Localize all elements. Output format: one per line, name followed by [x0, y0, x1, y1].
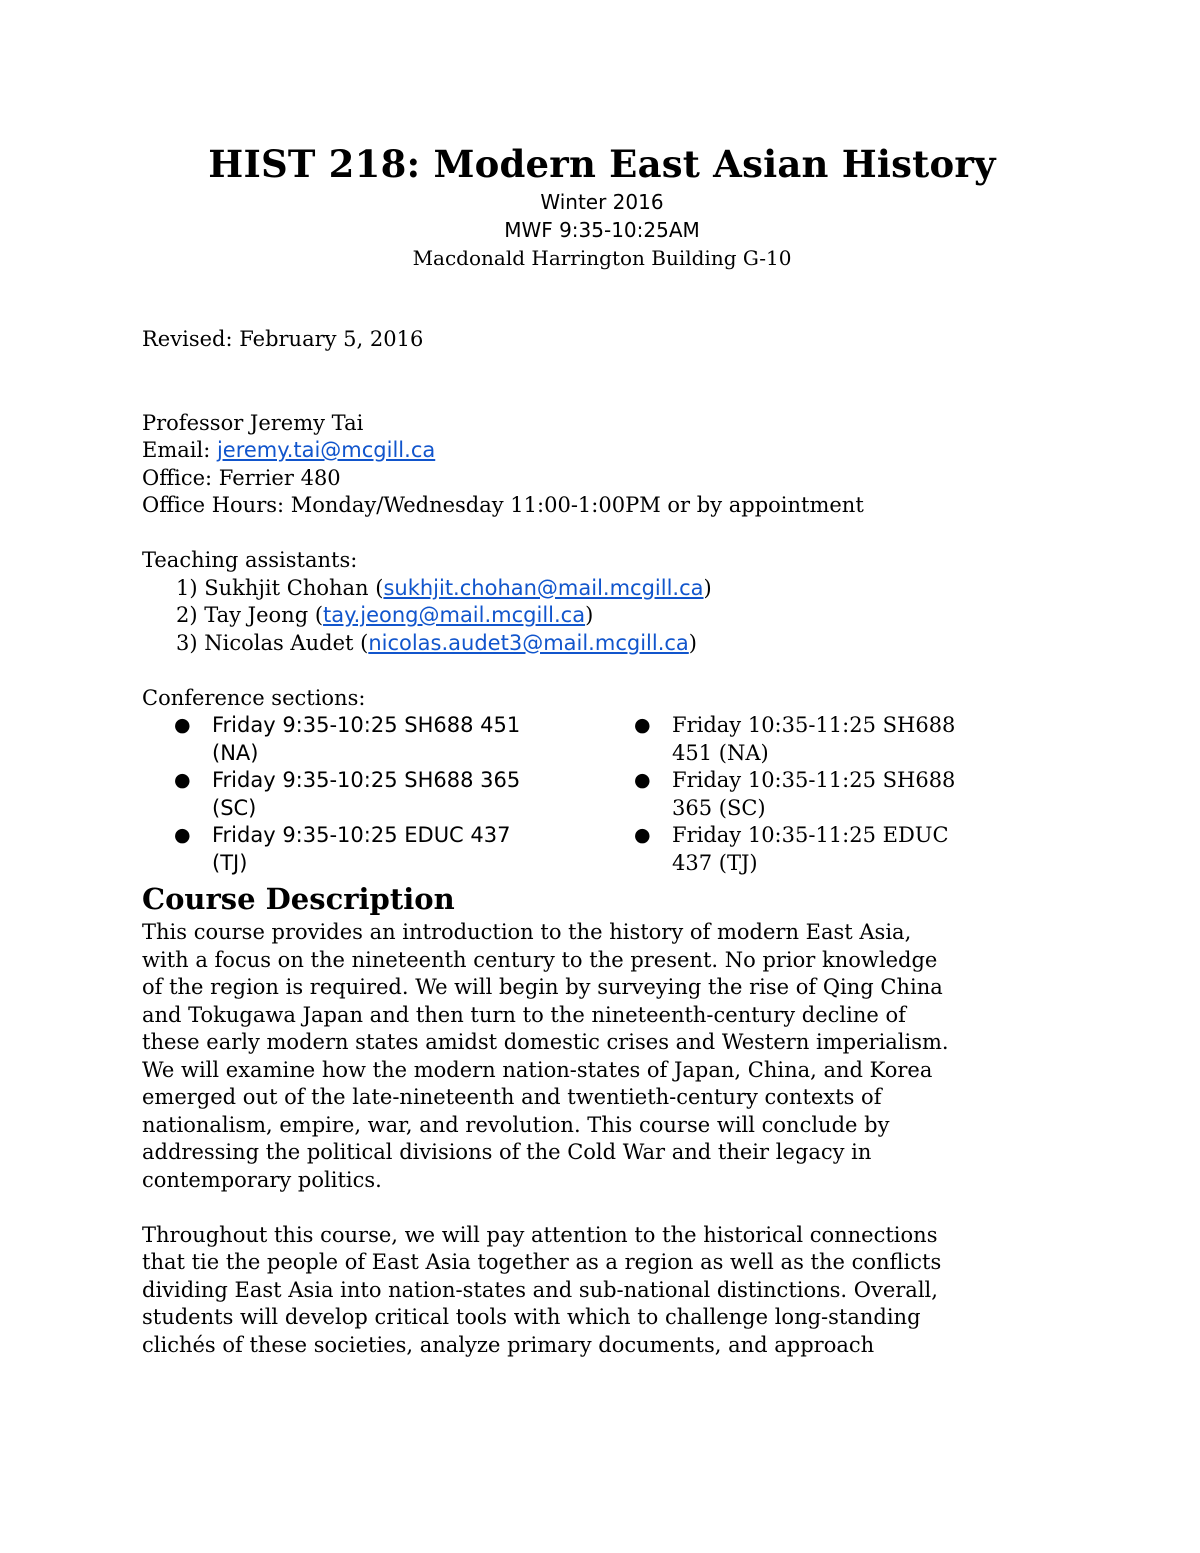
- conference-sections: [142, 712, 1062, 877]
- paragraph-line: and Tokugawa Japan and then turn to the nineteenth-century decline of: [142, 1002, 906, 1027]
- ta-number: 3): [176, 630, 198, 655]
- paragraph-line: Throughout this course, we will pay attention to the historical connections: [142, 1222, 938, 1247]
- paragraph-line: addressing the political divisions of the Cold War and their legacy in: [142, 1140, 872, 1164]
- course-description-heading: Course Description: [142, 882, 455, 916]
- instructor-name: Professor Jeremy Tai: [142, 410, 364, 435]
- section-text: Friday 10:35-11:25 SH688 451 (NA): [672, 713, 956, 765]
- paragraph-line: We will examine how the modern nation-states of Japan, China, and Korea: [142, 1057, 933, 1082]
- ta-name: Sukhjit Chohan: [204, 575, 369, 600]
- section-text: Friday 10:35-11:25 SH688 365 (SC): [672, 768, 956, 820]
- paragraph-line: that tie the people of East Asia together as a region as well as the conflicts: [142, 1250, 942, 1274]
- section-text: Friday 9:35-10:25 SH688 365 (SC): [212, 768, 521, 820]
- bullet-icon: ●: [634, 769, 651, 791]
- revised-date: Revised: February 5, 2016: [142, 327, 424, 351]
- paragraph-line: contemporary politics.: [142, 1167, 382, 1192]
- ta-email-link[interactable]: sukhjit.chohan@mail.mcgill.ca: [383, 575, 704, 600]
- course-description-paragraph-2: [142, 1222, 1062, 1360]
- section-item: [602, 712, 982, 767]
- ta-name: Nicolas Audet: [204, 630, 354, 655]
- instructor-email-link[interactable]: jeremy.tai@mcgill.ca: [216, 438, 436, 462]
- ta-number: 2): [176, 603, 198, 627]
- course-location: Macdonald Harrington Building G-10: [412, 246, 792, 270]
- conference-sections-heading: Conference sections:: [142, 685, 366, 710]
- section-item: [602, 822, 982, 877]
- instructor-office-hours: Office Hours: Monday/Wednesday 11:00-1:00PM or by appointment: [142, 493, 864, 517]
- paragraph-line: clichés of these societies, analyze primary documents, and approach: [142, 1332, 875, 1357]
- course-title: HIST 218: Modern East Asian History: [208, 142, 996, 186]
- ta-email-link[interactable]: tay.jeong@mail.mcgill.ca: [323, 603, 586, 627]
- course-description-paragraph-1: [142, 919, 1062, 1194]
- ta-list: [142, 575, 1062, 658]
- conference-sections-right-column: [602, 712, 1062, 877]
- course-schedule: MWF 9:35-10:25AM: [504, 218, 700, 242]
- paragraph-line: This course provides an introduction to the history of modern East Asia,: [142, 920, 912, 944]
- section-text: Friday 10:35-11:25 EDUC 437 (TJ): [672, 823, 949, 875]
- ta-name: Tay Jeong: [204, 603, 309, 627]
- bullet-icon: ●: [174, 714, 191, 736]
- course-term: Winter 2016: [540, 190, 664, 214]
- ta-number: 1): [176, 575, 198, 600]
- section-item: [602, 767, 982, 822]
- ta-item: 3) Nicolas Audet (nicolas.audet3@mail.mcgill.ca): [176, 630, 697, 655]
- section-item: [142, 712, 522, 767]
- instructor-office: Office: Ferrier 480: [142, 465, 341, 490]
- document-page: [142, 140, 1062, 1359]
- paragraph-line: emerged out of the late-nineteenth and twentieth-century contexts of: [142, 1085, 882, 1109]
- ta-item: 1) Sukhjit Chohan (sukhjit.chohan@mail.mcgill.ca): [176, 575, 712, 600]
- paragraph-line: with a focus on the nineteenth century to the present. No prior knowledge: [142, 947, 938, 972]
- section-item: [142, 822, 522, 877]
- paragraph-line: of the region is required. We will begin by surveying the rise of Qing China: [142, 975, 943, 999]
- ta-heading: Teaching assistants:: [142, 548, 358, 572]
- bullet-icon: ●: [634, 824, 651, 846]
- paragraph-line: students will develop critical tools with which to challenge long-standing: [142, 1305, 921, 1329]
- section-text: Friday 9:35-10:25 SH688 451 (NA): [212, 713, 521, 765]
- section-item: [142, 767, 522, 822]
- paragraph-line: nationalism, empire, war, and revolution. This course will conclude by: [142, 1112, 890, 1137]
- paragraph-line: dividing East Asia into nation-states and sub-national distinctions. Overall,: [142, 1277, 938, 1302]
- email-label: Email:: [142, 438, 217, 462]
- paragraph-line: these early modern states amidst domestic crises and Western imperialism.: [142, 1030, 949, 1054]
- section-text: Friday 9:35-10:25 EDUC 437 (TJ): [212, 823, 511, 875]
- ta-item: 2) Tay Jeong (tay.jeong@mail.mcgill.ca): [176, 603, 594, 627]
- instructor-email-line: [142, 437, 1062, 465]
- bullet-icon: ●: [174, 824, 191, 846]
- bullet-icon: ●: [174, 769, 191, 791]
- conference-sections-left-column: [142, 712, 602, 877]
- bullet-icon: ●: [634, 714, 651, 736]
- ta-email-link[interactable]: nicolas.audet3@mail.mcgill.ca: [368, 630, 689, 655]
